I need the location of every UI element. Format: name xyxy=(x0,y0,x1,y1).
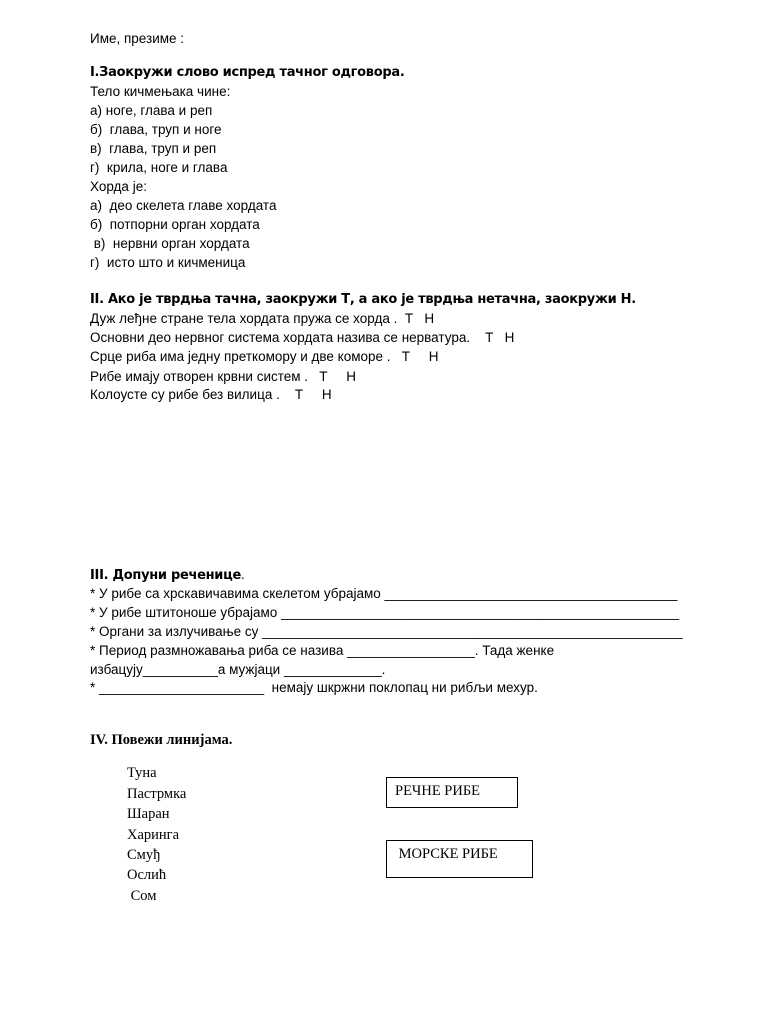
section-3-heading xyxy=(90,567,245,584)
name-label: Име, презиме : xyxy=(90,31,185,46)
fill-line-6: * ______________________ немају шкржни поклопац ни рибљи мехур. xyxy=(90,680,538,695)
section-2-title: II. Ако је тврдња тачна, заокружи Т, а ако је тврдња нетачна, заокружи Н. xyxy=(90,292,636,307)
section-1-title: I.Заокружи слово испред тачног одговора. xyxy=(90,65,405,80)
sea-fish-box xyxy=(386,840,533,878)
fish-item-som: Сом xyxy=(127,888,157,904)
question-2-option-g: г) исто што и кичменица xyxy=(90,255,246,270)
question-2-text: Хорда је: xyxy=(90,179,147,194)
section-4-title: IV. Повежи линијама. xyxy=(90,732,233,748)
fish-item-tuna: Туна xyxy=(127,765,157,781)
question-2-option-b: б) потпорни орган хордата xyxy=(90,217,260,232)
statement-4: Рибе имају отворен крвни систем . Т Н xyxy=(90,369,357,384)
statement-3: Срце риба има једну преткомору и две коморе . Т Н xyxy=(90,349,439,364)
question-1-option-g: г) крила, ноге и глава xyxy=(90,160,228,175)
statement-5: Колоусте су рибе без вилица . Т Н xyxy=(90,387,332,402)
section-3-title-dot: . xyxy=(240,567,245,582)
fish-item-pastrmka: Пастрмка xyxy=(127,786,187,802)
question-1-text: Тело кичмењака чине: xyxy=(90,84,231,99)
section-3-title: III. Допуни реченице xyxy=(90,568,241,583)
fill-line-4: * Период размножавања риба се назива _________________. Тада женке xyxy=(90,643,555,658)
question-2-option-a: а) део скелета главе хордата xyxy=(90,198,277,213)
question-1-option-v: в) глава, труп и реп xyxy=(90,141,217,156)
fish-item-haringa: Харинга xyxy=(127,827,180,843)
fill-line-1: * У рибе са хрскавичавима скелетом убрајамо _______________________________________ xyxy=(90,586,678,601)
fish-item-oslic: Ослић xyxy=(127,867,167,883)
fill-line-5: избацују__________а мужјаци _____________. xyxy=(90,662,386,677)
fish-item-smudj: Смуђ xyxy=(127,847,161,863)
statement-1: Дуж леђне стране тела хордата пружа се хорда . Т Н xyxy=(90,311,435,326)
fish-item-saran: Шаран xyxy=(127,806,170,822)
question-2-option-v: в) нервни орган хордата xyxy=(90,236,250,251)
question-1-option-a: а) ноге, глава и реп xyxy=(90,103,213,118)
river-fish-box xyxy=(386,777,518,808)
fill-line-2: * У рибе штитоноше убрајамо _____________________________________________________ xyxy=(90,605,679,620)
fill-line-3: * Органи за излучивање су ________________________________________________________ xyxy=(90,624,683,639)
sea-fish-label: МОРСКЕ РИБЕ xyxy=(395,846,498,862)
river-fish-label: РЕЧНЕ РИБЕ xyxy=(395,783,481,799)
question-1-option-b: б) глава, труп и ноге xyxy=(90,122,222,137)
statement-2: Основни део нервног система хордата назива се нерватура. Т Н xyxy=(90,330,515,345)
